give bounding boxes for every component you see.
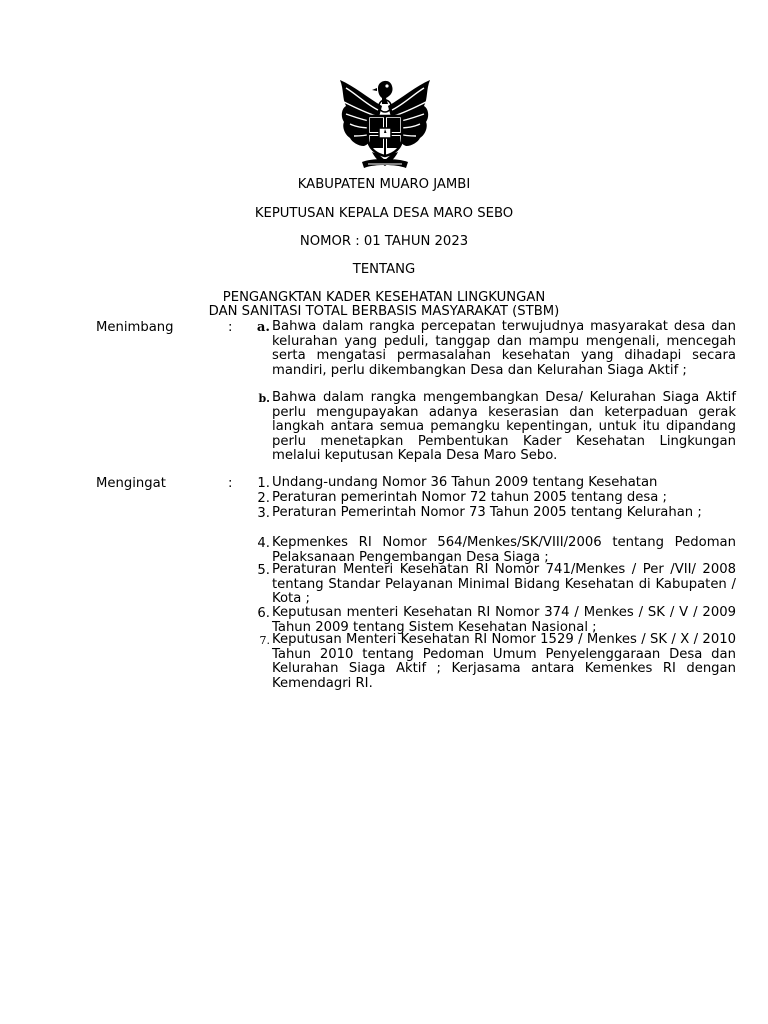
list-item-text: Peraturan pemerintah Nomor 72 tahun 2005 tentang desa ;: [272, 490, 667, 505]
menimbang-colon: :: [228, 320, 233, 335]
mengingat-colon: :: [228, 476, 233, 491]
regency-heading: KABUPATEN MUARO JAMBI: [297, 177, 471, 192]
list-marker: 7.: [259, 634, 270, 647]
list-marker: a.: [256, 320, 270, 335]
subject-line-2: DAN SANITASI TOTAL BERBASIS MASYARAKAT (STBM): [208, 304, 560, 319]
list-item-text: Kepmenkes RI Nomor 564/Menkes/SK/VIII/2006 tentang Pedoman Pelaksanaan Pengembangan Desa Siaga ;: [272, 535, 736, 565]
list-item-text: Peraturan Menteri Kesehatan RI Nomor 741/Menkes / Per /VII/ 2008 tentang Standar Pelayanan Minimal Bidang Kesehatan di Kabupaten / Kota ;: [272, 562, 736, 607]
subject-line-1: PENGANGKTAN KADER KESEHATAN LINGKUNGAN: [222, 290, 546, 305]
decision-number: NOMOR : 01 TAHUN 2023: [299, 234, 469, 249]
list-marker: 2.: [257, 491, 270, 506]
list-item-text: Bahwa dalam rangka percepatan terwujudnya masyarakat desa dan kelurahan yang peduli, tanggap dan mampu mengenali, mencegah serta mengatasi permasalahan kesehatan yang dihadapi secara mandiri, perlu dikembangkan Desa dan Kelurahan Siaga Aktif ;: [272, 319, 736, 378]
list-item-text: Keputusan Menteri Kesehatan RI Nomor 1529 / Menkes / SK / X / 2010 Tahun 2010 tentang Pedoman Umum Penyelenggaraan Desa dan Kelurahan Siaga Aktif ; Kerjasama antara Kemenkes RI dengan Kemendagri RI.: [272, 632, 736, 691]
garuda-emblem-icon: [332, 76, 438, 172]
list-item-text: Peraturan Pemerintah Nomor 73 Tahun 2005 tentang Kelurahan ;: [272, 505, 702, 520]
list-marker: b.: [258, 392, 270, 405]
list-item-text: Keputusan menteri Kesehatan RI Nomor 374 / Menkes / SK / V / 2009 Tahun 2009 tentang Sistem Kesehatan Nasional ;: [272, 605, 736, 635]
mengingat-label: Mengingat: [96, 476, 166, 491]
menimbang-label: Menimbang: [96, 320, 174, 335]
list-marker: 5.: [257, 563, 270, 578]
list-marker: 4.: [257, 536, 270, 551]
about-heading: TENTANG: [352, 262, 416, 277]
decision-title: KEPUTUSAN KEPALA DESA MARO SEBO: [254, 206, 514, 221]
list-marker: 3.: [257, 506, 270, 521]
list-marker: 1.: [257, 476, 270, 491]
list-item-text: Undang-undang Nomor 36 Tahun 2009 tentang Kesehatan: [272, 475, 658, 490]
list-marker: 6.: [257, 606, 270, 621]
list-item-text: Bahwa dalam rangka mengembangkan Desa/ Kelurahan Siaga Aktif perlu mengupayakan adanya keserasian dan keterpaduan gerak langkah antara semua pemangku kepentingan, untuk itu dipandang perlu menetapkan Pembentukan Kader Kesehatan Lingkungan melalui keputusan Kepala Desa Maro Sebo.: [272, 390, 736, 464]
